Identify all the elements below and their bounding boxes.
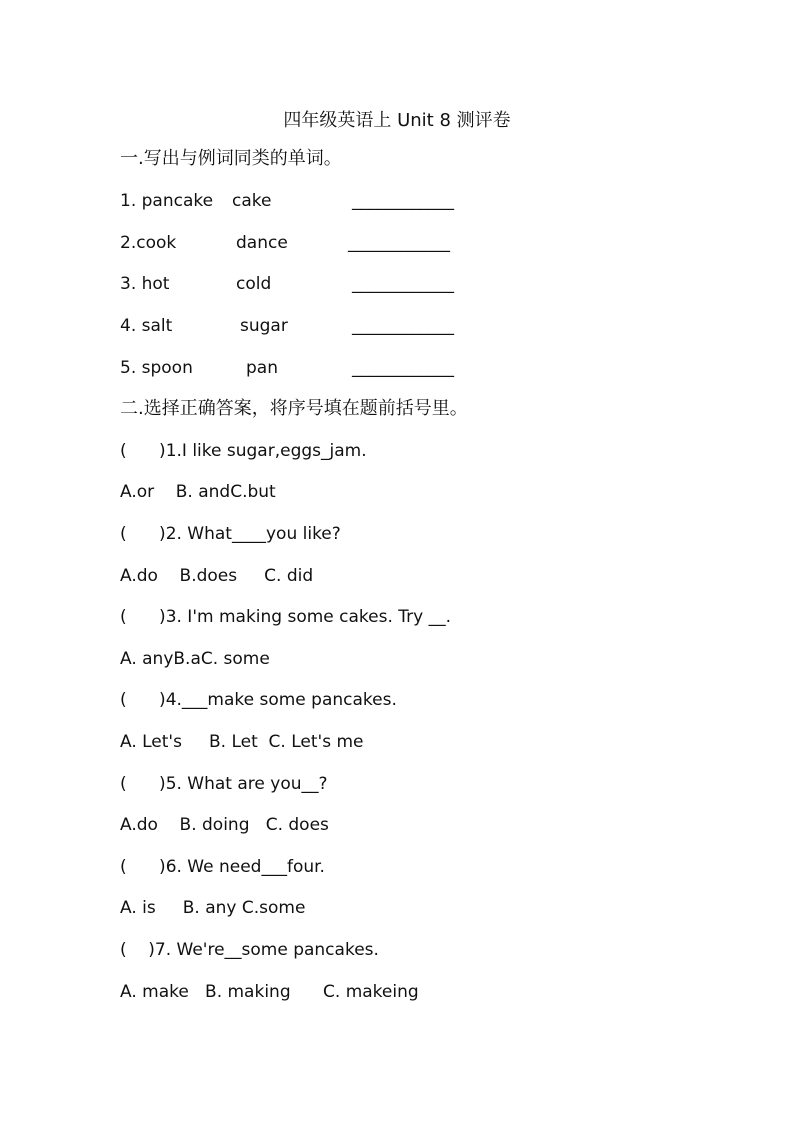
question-7: ( )7. We're__some pancakes. [120, 940, 379, 960]
item-example: cold [236, 274, 272, 294]
question-6: ( )6. We need___four. [120, 857, 325, 877]
question-4: ( )4.___make some pancakes. [120, 690, 397, 710]
item-word: 5. spoon [120, 358, 193, 378]
question-5: ( )5. What are you__? [120, 774, 328, 794]
item-word: 3. hot [120, 274, 170, 294]
question-6-options: A. is B. any C.some [120, 898, 306, 918]
answer-blank[interactable]: ____________ [348, 233, 450, 253]
question-7-options: A. make B. making C. makeing [120, 982, 419, 1002]
item-word: 1. pancake [120, 191, 214, 211]
question-2-options: A.do B.does C. did [120, 566, 314, 586]
item-example: sugar [240, 316, 288, 336]
answer-blank[interactable]: ____________ [352, 316, 454, 336]
item-word: 2.cook [120, 233, 177, 253]
item-example: pan [246, 358, 278, 378]
question-3-options: A. anyB.aC. some [120, 649, 270, 669]
question-4-options: A. Let's B. Let C. Let's me [120, 732, 364, 752]
section-1-heading: 一.写出与例词同类的单词。 [120, 148, 342, 169]
answer-blank[interactable]: ____________ [352, 358, 454, 378]
item-example: dance [236, 233, 288, 253]
question-1-options: A.or B. andC.but [120, 482, 276, 502]
answer-blank[interactable]: ____________ [352, 191, 454, 211]
section-2-heading: 二.选择正确答案，将序号填在题前括号里。 [120, 398, 468, 419]
item-example: cake [232, 191, 272, 211]
question-5-options: A.do B. doing C. does [120, 815, 329, 835]
question-3: ( )3. I'm making some cakes. Try __. [120, 607, 452, 627]
page-title: 四年级英语上 Unit 8 测评卷 [283, 110, 511, 131]
answer-blank[interactable]: ____________ [352, 274, 454, 294]
question-2: ( )2. What____you like? [120, 524, 341, 544]
question-1: ( )1.I like sugar,eggs_jam. [120, 441, 367, 461]
item-word: 4. salt [120, 316, 173, 336]
